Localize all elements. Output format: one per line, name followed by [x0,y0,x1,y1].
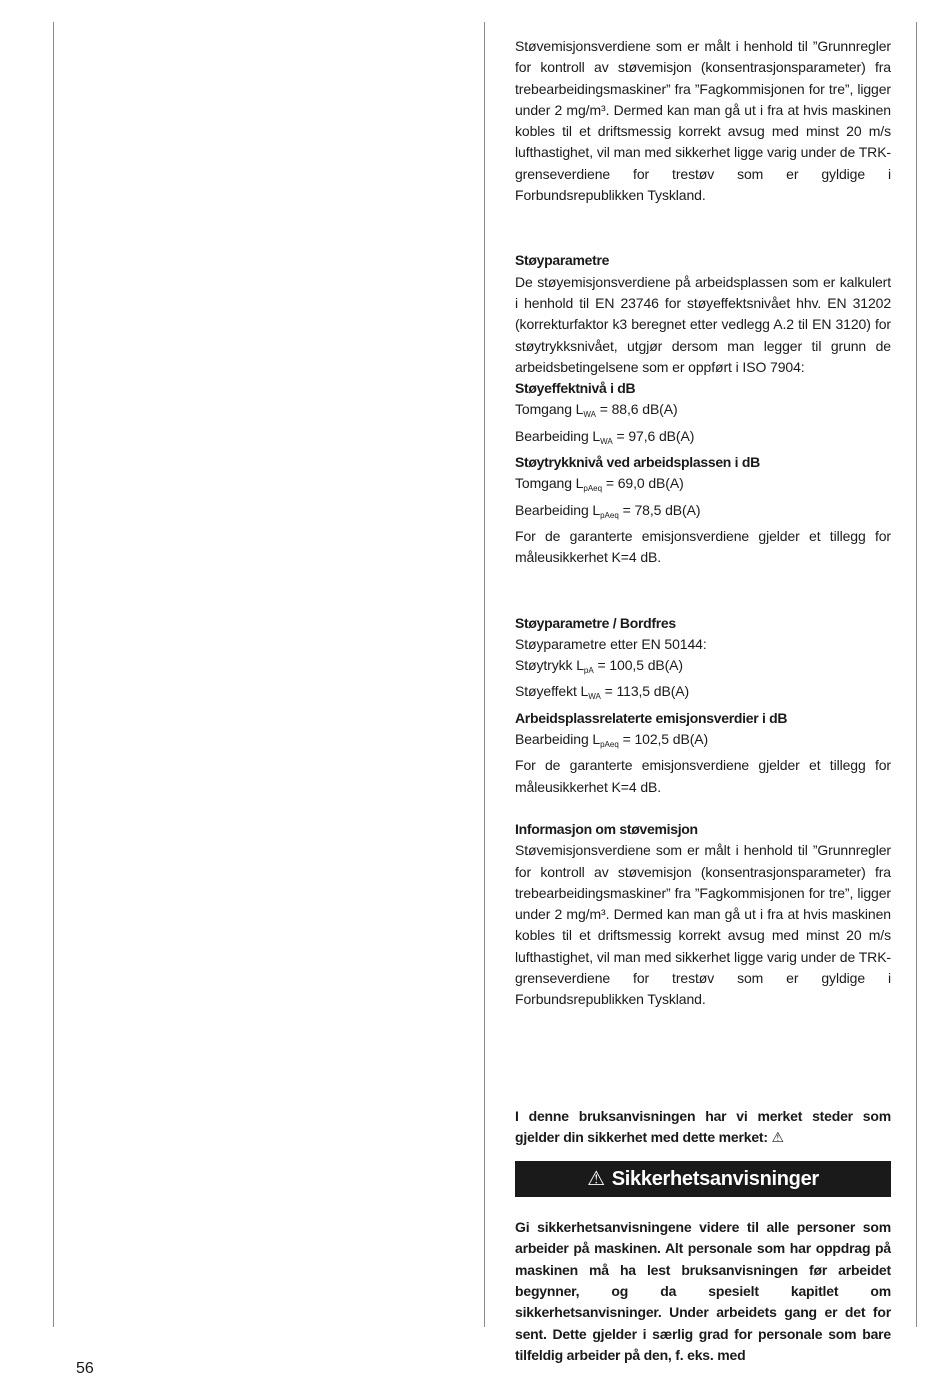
sound-power-work: Bearbeiding $L_{WA} = 97,6$ dB(A) [515,427,695,446]
workplace-emission-heading: Arbeidsplassrelaterte emisjonsverdier i dB [515,709,788,726]
sound-pressure-work: Bearbeiding $L_{pAeq} = 78,5$ dB(A) [515,501,701,520]
noise-intro-paragraph: De støyemisjonsverdiene på arbeidsplassen som er kalkulert i henhold til EN 23746 for støyeffektsnivået hhv. EN 31202 (korrekturfaktor k3 beregnet etter vedlegg A.2 til EN 3120) for støytrykksnivået, utgjør dersom man legger til grunn de arbeidsbetingelsene som er oppført i ISO 7904: [515,273,891,375]
table-router-intro: Støyparametre etter EN 50144: [515,635,707,652]
dust-info-paragraph: Støvemisjonsverdiene som er målt i henhold til ”Grunnregler for kontroll av støvemisjon (konsentrasjonsparameter) fra trebearbeidingsmaskiner” fra ”Fagkommisjonen for tre”, ligger under 2 mg/m³. Dermed kan man gå ut i fra at hvis maskinen kobles til et driftsmessig korrekt avsug med minst 20 m/s lufthastighet, vil man med sikkerhet ligge varig under de TRK-grenseverdiene for trestøv som er gyldige i Forbundsrepublikken Tyskland. [515,842,891,1008]
sound-power-idle: Tomgang $L_{WA} = 88,6$ dB(A) [515,401,678,420]
sound-pressure-heading: Støytrykknivå ved arbeidsplassen i dB [515,454,760,471]
safety-symbol-note: I denne bruksanvisningen har vi merket steder som gjelder din sikkerhet med dette merket: ⚠ [515,1107,891,1145]
table-router-uncertainty-note: For de garanterte emisjonsverdiene gjelder et tillegg for måleusikkerhet K=4 dB. [515,757,891,795]
safety-paragraph: Gi sikkerhetsanvisningene videre til alle personer som arbeider på maskinen. Alt personale som har oppdrag på maskinen må ha lest bruksanvisningen før arbeidet begynner, og da spesielt kapitlet om sikkerhetsanvisninger. Under arbeidets gang er det for sent. Dette gjelder i særlig grad for personale som bare tilfeldig arbeider på den, f. eks. med [515,1219,891,1363]
dust-info-heading: Informasjon om støvemisjon [515,820,698,837]
left-column-rule [53,22,54,1327]
page-number: 56 [76,1360,94,1377]
dust-intro-paragraph: Støvemisjonsverdiene som er målt i henhold til ”Grunnregler for kontroll av støvemisjon (konsentrasjonsparameter) fra trebearbeidingsmaskiner” fra ”Fagkommisjonen for tre”, ligger under 2 mg/m³. Dermed kan man gå ut i fra at hvis maskinen kobles til et driftsmessig korrekt avsug med minst 20 m/s lufthastighet, vil man med sikkerhet ligge varig under de TRK-grenseverdiene for trestøv som er gyldige i Forbundsrepublikken Tyskland. [515,38,891,204]
sound-pressure-idle: Tomgang $L_{pAeq} = 69,0$ dB(A) [515,475,684,494]
safety-banner [515,1161,891,1197]
safety-banner-title: Sikkerhetsanvisninger [611,1167,819,1190]
table-router-heading: Støyparametre / Bordfres [515,614,676,631]
right-text-column [515,36,891,1366]
middle-column-rule [484,22,485,1327]
right-column-rule [916,22,917,1327]
table-router-power: Støyeffekt $L_{WA} = 113,5$ dB(A) [515,683,690,702]
table-router-pressure: Støytrykk $L_{pA} = 100,5$ dB(A) [515,657,683,676]
warning-triangle-icon: ⚠ [587,1167,605,1190]
workplace-emission-work: Bearbeiding $L_{pAeq} = 102,5$ dB(A) [515,731,709,750]
noise-heading: Støyparametre [515,252,610,269]
noise-uncertainty-note: For de garanterte emisjonsverdiene gjelder et tillegg for måleusikkerhet K=4 dB. [515,527,891,566]
sound-power-heading: Støyeffektnivå i dB [515,380,636,397]
